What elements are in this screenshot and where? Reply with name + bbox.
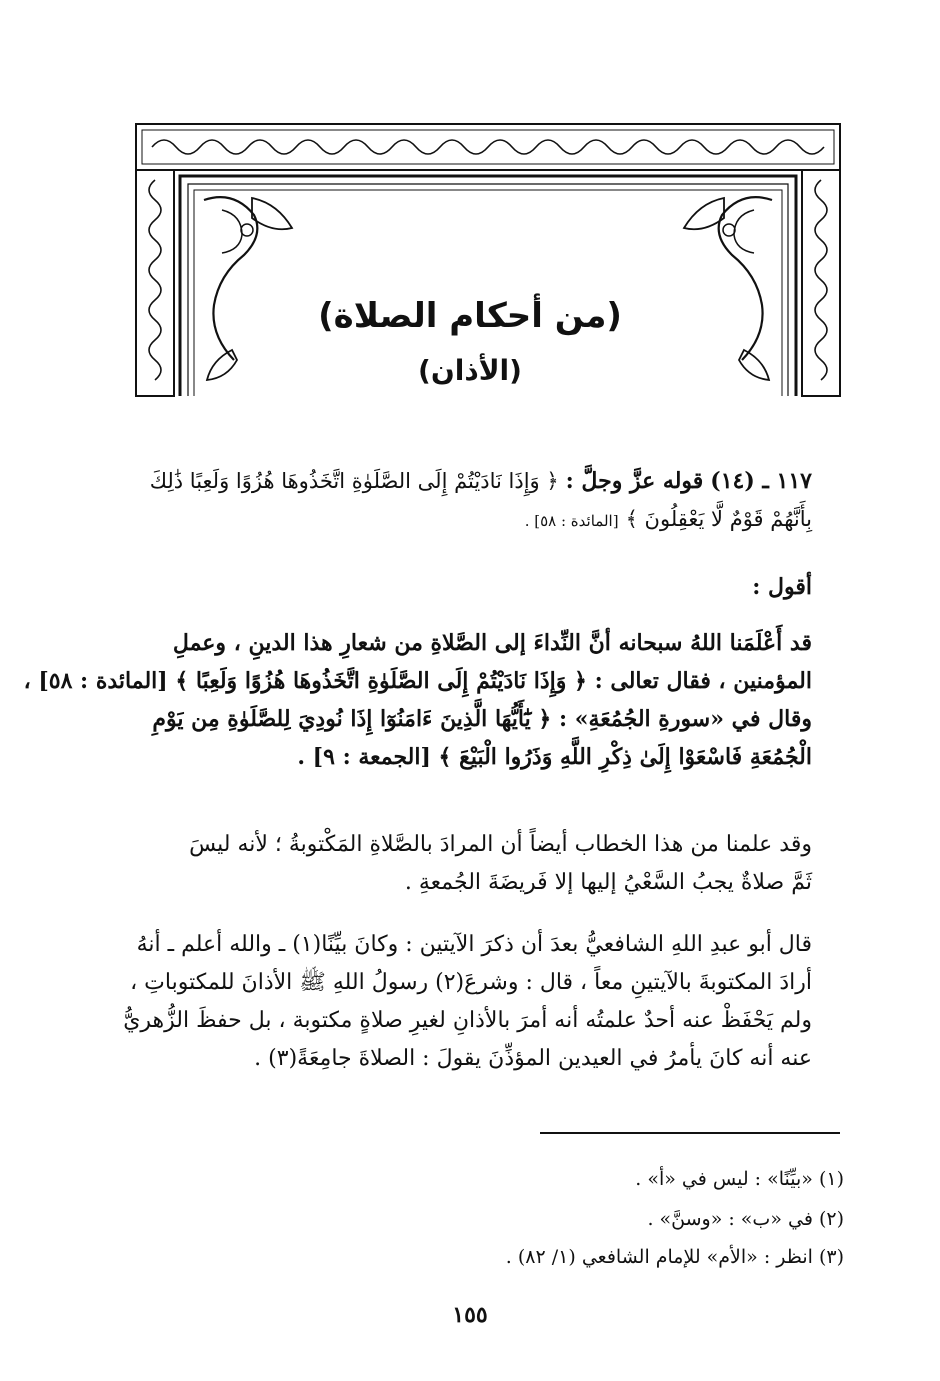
paragraph-line: ولم يَحْفَظْ عنه أحدٌ علمتُه أنه أمرَ بالأذانِ لغيرِ صلاةٍ مكتوبة ، بل حفظَ الزُّهريُّ	[123, 1008, 812, 1033]
footnote-1: (١) «بيِّنًا» : ليس في «أ» .	[635, 1168, 844, 1190]
entry-intro: قوله عزَّ وجلَّ :	[565, 468, 704, 494]
paragraph-line: الْجُمُعَةِ فَاسْعَوْا إِلَىٰ ذِكْرِ اللَّهِ وَذَرُوا الْبَيْعَ ﴾ [الجمعة : ٩] .	[297, 744, 812, 770]
entry-number: ١١٧ ـ (١٤)	[710, 468, 812, 494]
paragraph-line: عنه أنه كانَ يأمرُ في العيدين المؤذِّنَ يقولَ : الصلاةَ جامِعَةً(٣) .	[254, 1046, 812, 1071]
paragraph-line: قال أبو عبدِ اللهِ الشافعيُّ بعدَ أن ذكرَ الآيتين : وكانَ بيِّنًا(١) ـ والله أعلم ـ أنهُ	[136, 932, 812, 957]
commentary-heading	[128, 568, 812, 606]
verse-text-line-2: بِأَنَّهُمْ قَوْمٌ لَّا يَعْقِلُونَ ﴾	[625, 507, 812, 531]
footnote-divider	[540, 1132, 840, 1134]
verse-reference: [المائدة : ٥٨] .	[524, 512, 619, 530]
footnote-3: (٣) انظر : «الأم» للإمام الشافعي (١/ ٨٢) .	[505, 1246, 844, 1268]
paragraph-2	[128, 826, 812, 902]
paragraph-line: وقال في «سورةِ الجُمُعَةِ» : ﴿ يَٰٓأَيُّهَا الَّذِينَ ءَامَنُوٓا إِذَا نُودِيَ لِلصَّلَوٰةِ مِن يَوْمِ	[152, 706, 812, 732]
page-title: (من أحكام الصلاة)	[318, 296, 622, 336]
paragraph-line: أرادَ المكتوبةَ بالآيتينِ معاً ، قال : وشرعَ(٢) رسولُ اللهِ ﷺ الأذانَ للمكتوباتِ ،	[130, 970, 812, 995]
heading-text: أقول :	[752, 574, 812, 600]
section-subtitle: (الأذان)	[418, 354, 522, 387]
footnote-2: (٢) في «ب» : «وسنَّ» .	[647, 1208, 844, 1230]
paragraph-3	[123, 926, 812, 1078]
page-number: ١٥٥	[452, 1302, 488, 1328]
paragraph-1	[23, 624, 812, 776]
paragraph-line: وقد علمنا من هذا الخطاب أيضاً أن المرادَ بالصَّلاةِ المَكْتوبةُ ؛ لأنه ليسَ	[189, 832, 812, 857]
verse-entry	[128, 462, 812, 538]
paragraph-line: ثَمَّ صلاةٌ يجبُ السَّعْيُ إليها إلا فَريضَةَ الجُمعةِ .	[404, 870, 812, 895]
paragraph-line: المؤمنين ، فقال تعالى : ﴿ وَإِذَا نَادَيْتُمْ إِلَى الصَّلَوٰةِ اتَّخَذُوهَا هُزُوًا وَلَعِبًا ﴾ [المائدة : ٥٨] ،	[23, 668, 812, 694]
paragraph-line: قد أَعْلَمَنا اللهُ سبحانه أنَّ النِّداءَ إلى الصَّلاةِ من شعارِ هذا الدينِ ، وعملِ	[172, 630, 812, 656]
verse-text-line-1: ﴿ وَإِذَا نَادَيْتُمْ إِلَى الصَّلَوٰةِ اتَّخَذُوهَا هُزُوًا وَلَعِبًا ذَٰلِكَ	[149, 469, 559, 493]
